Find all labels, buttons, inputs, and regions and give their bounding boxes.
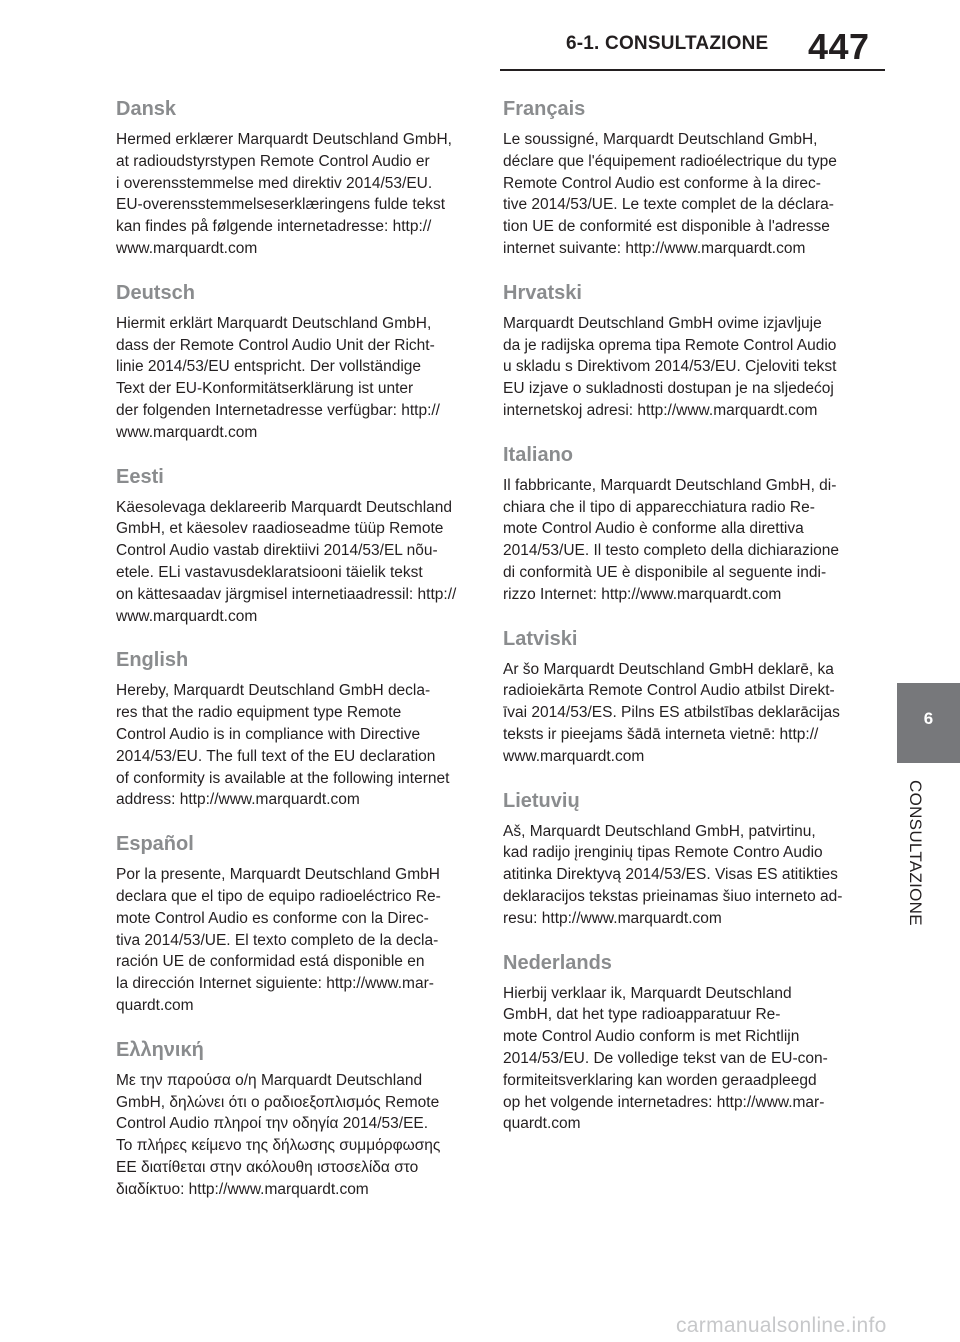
chapter-tab: [897, 683, 960, 763]
chapter-label: [905, 780, 935, 950]
lang-text: Käesolevaga deklareerib Marquardt Deutschland GmbH, et käesolev raadioseadme tüüp Remote Control Audio vastab direktiivi 2014/53/EL nõu- etele. ELi vastavusdeklaratsiooni täielik tekst on kättesaadav järgmisel internetiaadressil: http:// www.marquardt.com: [116, 498, 457, 625]
lang-title: Français: [503, 98, 586, 120]
lang-title: Dansk: [116, 98, 177, 120]
lang-title: Español: [116, 833, 194, 856]
section-title: 6-1. CONSULTAZIONE: [566, 33, 769, 54]
lang-block-francais: [503, 96, 855, 260]
chapter-number: 6: [923, 709, 934, 728]
lang-block-eesti: [116, 464, 468, 628]
lang-text: Hereby, Marquardt Deutschland GmbH decla- res that the radio equipment type Remote Control Audio is in compliance with Directive 2014/53/EU. The full text of the EU declaration of conformity is available at the following internet address: http://www.marquardt.com: [116, 682, 450, 809]
lang-text: Il fabbricante, Marquardt Deutschland GmbH, di- chiara che il tipo di apparecchiatura radio Re- mote Control Audio è conforme alla direttiva 2014/53/UE. Il testo completo della dichiarazione di conformità UE è disponibile al seguente indi- rizzo Internet: http://www.marquardt.com: [503, 476, 840, 603]
right-column: [503, 96, 855, 1155]
lang-title: Ελληνική: [116, 1038, 204, 1061]
lang-block-hrvatski: [503, 280, 855, 422]
lang-title: Lietuvių: [503, 789, 580, 812]
lang-text: Hiermit erklärt Marquardt Deutschland GmbH, dass der Remote Control Audio Unit der Richt- linie 2014/53/EU entspricht. Der vollständige Text der EU-Konformitätserklärung ist unter der folgenden Internetadresse verfügbar: http:// www.marquardt.com: [116, 314, 440, 441]
lang-title: Deutsch: [116, 281, 195, 304]
watermark: carmanualsonline.info: [676, 1314, 887, 1337]
lang-text: Hermed erklærer Marquardt Deutschland GmbH, at radioudstyrstypen Remote Control Audio er i overensstemmelse med direktiv 2014/53/EU. EU-overensstemmelseserklæringens fulde tekst kan findes på følgende internetadresse: http:// www.marquardt.com: [116, 131, 452, 257]
lang-title: Italiano: [503, 443, 574, 466]
lang-title: Nederlands: [503, 951, 612, 974]
page-header: [0, 0, 960, 80]
page-number: 447: [808, 26, 870, 67]
header-rule: [500, 69, 885, 71]
lang-title: Latviski: [503, 627, 578, 650]
lang-title: Hrvatski: [503, 281, 582, 304]
lang-block-lietuviu: [503, 788, 855, 930]
lang-block-espanol: [116, 831, 468, 1017]
left-column: [116, 96, 468, 1220]
lang-text: Le soussigné, Marquardt Deutschland GmbH, déclare que l'équipement radioélectrique du type Remote Control Audio est conforme à la direc- tive 2014/53/UE. Le texte complet de la déclara- tion UE de conformité est disponible à l'adresse internet suivante: http://www.marquardt.com: [503, 131, 837, 257]
lang-text: Marquardt Deutschland GmbH ovime izjavljuje da je radijska oprema tipa Remote Control Audio u skladu s Direktivom 2014/53/EU. Cjeloviti tekst EU izjave o sukladnosti dostupan je na sljedećoj internetskoj adresi: http://www.marquardt.com: [503, 314, 837, 419]
lang-block-deutsch: [116, 280, 468, 444]
lang-text: Ar šo Marquardt Deutschland GmbH deklarē, ka radioiekārta Remote Control Audio atbilst Direkt- īvai 2014/53/ES. Pilns ES atbilstības deklarācijas teksts ir pieejams šādā interneta vietnē: http:// www.marquardt.com: [503, 660, 840, 765]
chapter-label-text: CONSULTAZIONE: [906, 780, 925, 926]
lang-block-nederlands: [503, 950, 855, 1136]
lang-block-dansk: [116, 96, 468, 260]
lang-text: Por la presente, Marquardt Deutschland GmbH declara que el tipo de equipo radioeléctrico Re- mote Control Audio es conforme con la Direc- tiva 2014/53/UE. El texto completo de la decla- ración UE de conformidad está disponible en la dirección Internet siguiente: http://www.mar- quardt.com: [116, 866, 441, 1014]
lang-text: Hierbij verklaar ik, Marquardt Deutschland GmbH, dat het type radioapparatuur Re- mote Control Audio conform is met Richtlijn 2014/53/EU. De volledige tekst van de EU-con- formiteitsverklaring kan worden geraadpleegd op het volgende internetadres: http://www.mar- quardt.com: [503, 984, 828, 1133]
lang-title: English: [116, 649, 189, 672]
lang-block-latviski: [503, 626, 855, 768]
lang-block-italiano: [503, 442, 855, 606]
lang-text: Με την παρούσα ο/η Marquardt Deutschland GmbH, δηλώνει ότι ο ραδιοεξοπλισμός Remote Control Audio πληροί την οδηγία 2014/53/ΕΕ. Το πλήρες κείμενο της δήλωσης συμμόρφωσης ΕΕ διατίθεται στην ακόλουθη ιστοσελίδα στο διαδίκτυο: http://www.marquardt.com: [116, 1071, 441, 1198]
lang-text: Aš, Marquardt Deutschland GmbH, patvirtinu, kad radijo įrenginių tipas Remote Contro Audio atitinka Direktyvą 2014/53/ES. Visas ES atitikties deklaracijos tekstas prieinamas šiuo interneto ad- resu: http://www.marquardt.com: [503, 822, 843, 927]
lang-title: Eesti: [116, 465, 164, 488]
lang-block-english: [116, 647, 468, 811]
lang-block-greek: [116, 1037, 468, 1201]
